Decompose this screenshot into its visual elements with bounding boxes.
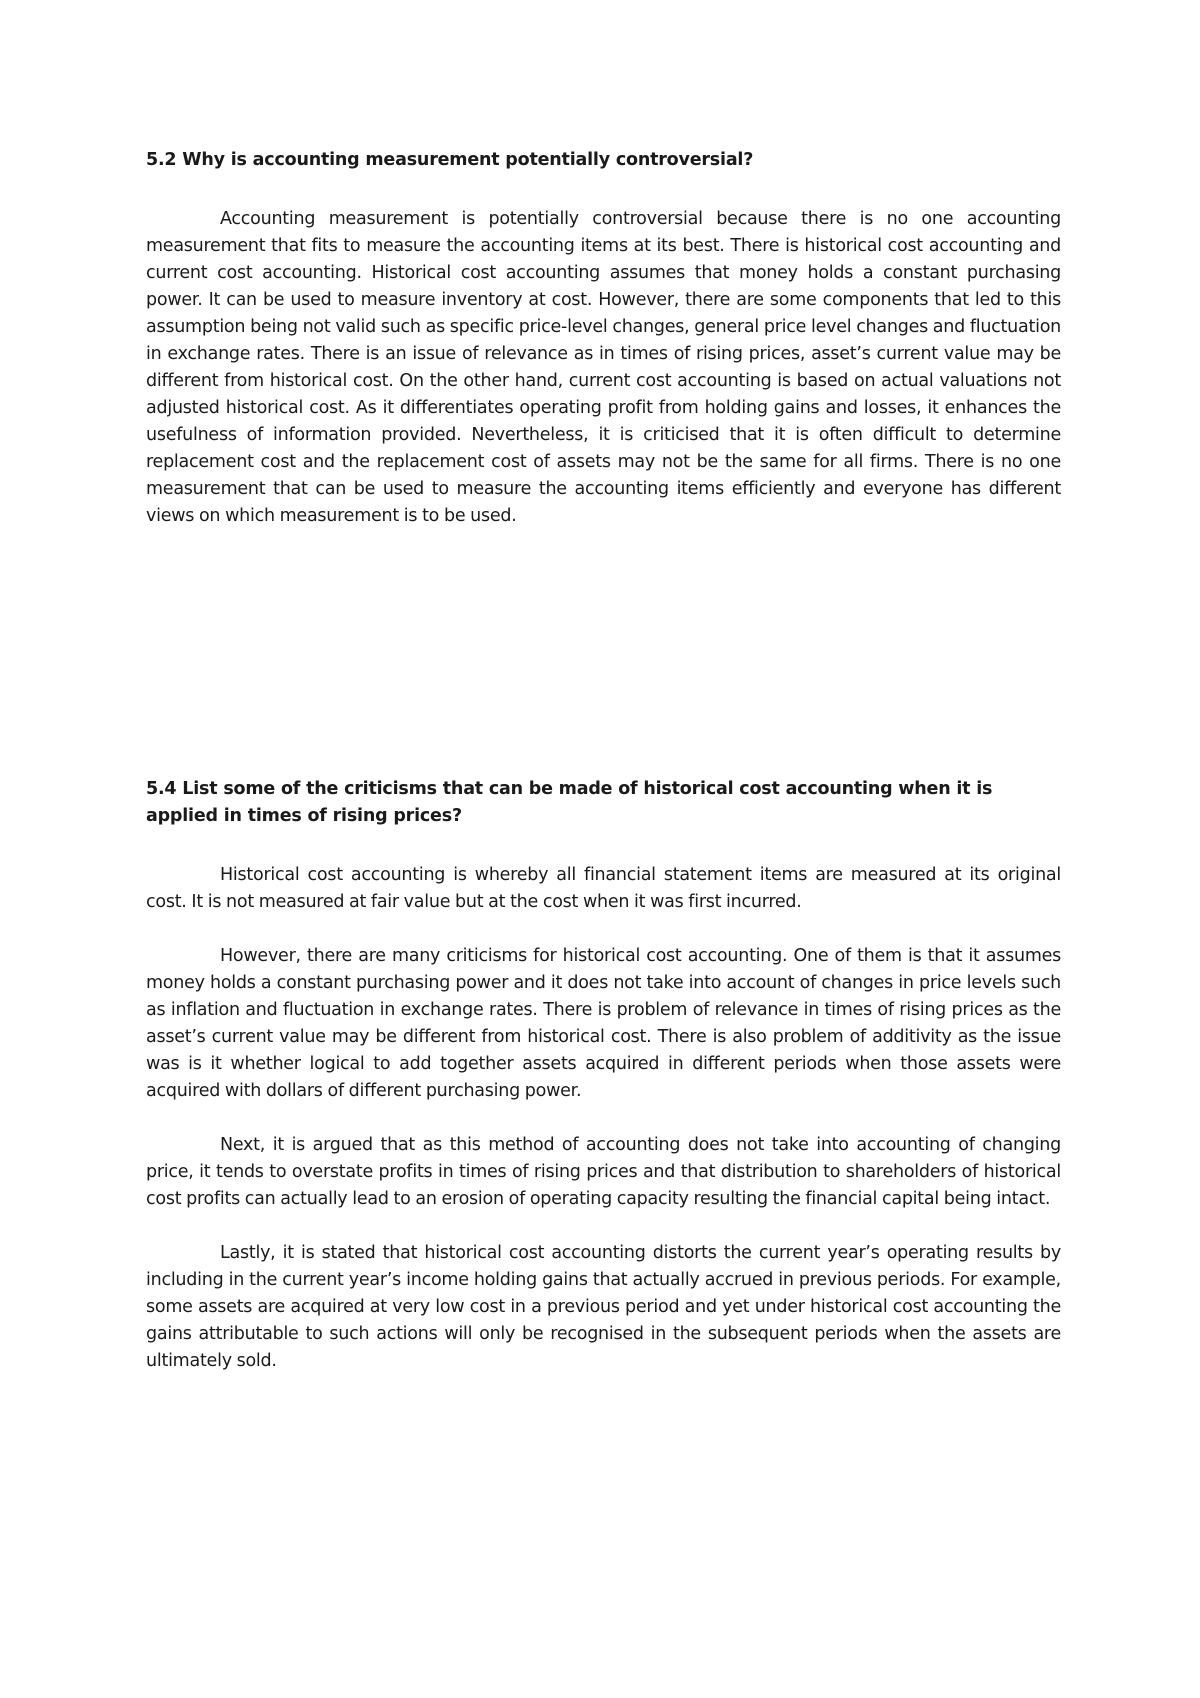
section-paragraph: Lastly, it is stated that historical cost accounting distorts the current year’s operating results by including in the current year’s income holding gains that actually accrued in previous periods. For example, some assets are acquired at very low cost in a previous period and yet under historical cost accounting the gains attributable to such actions will only be recognised in the subsequent periods when the assets are ultimately sold. bbox=[146, 1243, 1061, 1371]
section-heading: 5.2 Why is accounting measurement potentially controversial? bbox=[146, 150, 754, 170]
section-paragraph: Next, it is argued that as this method of accounting does not take into accounting of changing price, it tends to overstate profits in times of rising prices and that distribution to shareholders of historical cost profits can actually lead to an erosion of operating capacity resulting the financial capital being intact. bbox=[146, 1135, 1061, 1209]
section-paragraph: Historical cost accounting is whereby all financial statement items are measured at its original cost. It is not measured at fair value but at the cost when it was first incurred. bbox=[146, 865, 1061, 912]
section-5-4 bbox=[146, 776, 1061, 1402]
section-paragraph: However, there are many criticisms for historical cost accounting. One of them is that it assumes money holds a constant purchasing power and it does not take into account of changes in price levels such as inflation and fluctuation in exchange rates. There is problem of relevance in times of rising prices as the asset’s current value may be different from historical cost. There is also problem of additivity as the issue was is it whether logical to add together assets acquired in different periods when those assets were acquired with dollars of different purchasing power. bbox=[146, 946, 1061, 1101]
section-heading: 5.4 List some of the criticisms that can be made of historical cost accounting when it is applied in times of rising prices? bbox=[146, 779, 993, 826]
section-5-2 bbox=[146, 147, 1061, 530]
section-paragraph: Accounting measurement is potentially controversial because there is no one accounting measurement that fits to measure the accounting items at its best. There is historical cost accounting and current cost accounting. Historical cost accounting assumes that money holds a constant purchasing power. It can be used to measure inventory at cost. However, there are some components that led to this assumption being not valid such as specific price-level changes, general price level changes and fluctuation in exchange rates. There is an issue of relevance as in times of rising prices, asset’s current value may be different from historical cost. On the other hand, current cost accounting is based on actual valuations not adjusted historical cost. As it differentiates operating profit from holding gains and losses, it enhances the usefulness of information provided. Nevertheless, it is criticised that it is often difficult to determine replacement cost and the replacement cost of assets may not be the same for all firms. There is no one measurement that can be used to measure the accounting items efficiently and everyone has different views on which measurement is to be used. bbox=[146, 209, 1061, 526]
